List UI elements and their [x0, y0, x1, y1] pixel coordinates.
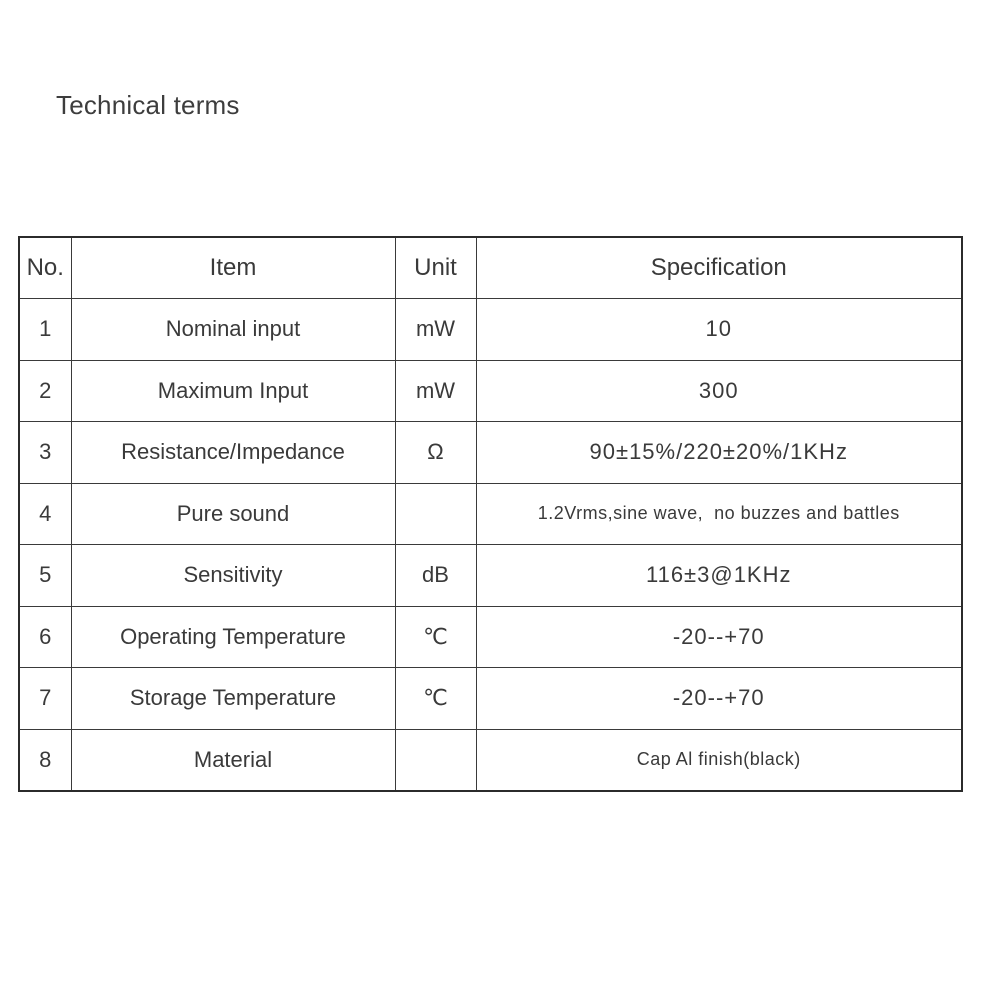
row-item: Nominal input [71, 299, 395, 361]
row-unit: mW [395, 299, 476, 361]
page-title: Technical terms [56, 90, 240, 120]
row-spec: 10 [476, 299, 962, 361]
row-no: 3 [19, 422, 71, 484]
row-spec: 90±15%/220±20%/1KHz [476, 422, 962, 484]
row-unit: ℃ [395, 668, 476, 730]
row-spec: 300 [476, 360, 962, 422]
row-item: Maximum Input [71, 360, 395, 422]
table-row [19, 668, 962, 730]
row-unit: mW [395, 360, 476, 422]
row-no: 8 [19, 729, 71, 791]
row-spec: 116±3@1KHz [476, 545, 962, 607]
table-row [19, 483, 962, 545]
table-row [19, 360, 962, 422]
row-unit: ℃ [395, 606, 476, 668]
table-row [19, 606, 962, 668]
row-no: 5 [19, 545, 71, 607]
table-header-row [19, 237, 962, 299]
row-unit [395, 483, 476, 545]
header-item: Item [71, 237, 395, 299]
header-no: No. [19, 237, 71, 299]
row-item: Material [71, 729, 395, 791]
table-row [19, 545, 962, 607]
row-no: 6 [19, 606, 71, 668]
spec-table [18, 236, 963, 792]
header-specification: Specification [476, 237, 962, 299]
table-row [19, 422, 962, 484]
row-item: Sensitivity [71, 545, 395, 607]
row-no: 4 [19, 483, 71, 545]
row-no: 2 [19, 360, 71, 422]
row-unit [395, 729, 476, 791]
row-item: Operating Temperature [71, 606, 395, 668]
row-spec: 1.2Vrms,sine wave, no buzzes and battles [476, 483, 962, 545]
row-spec: -20--+70 [476, 668, 962, 730]
row-item: Resistance/Impedance [71, 422, 395, 484]
row-no: 1 [19, 299, 71, 361]
row-no: 7 [19, 668, 71, 730]
row-spec: Cap Al finish(black) [476, 729, 962, 791]
row-spec: -20--+70 [476, 606, 962, 668]
row-item: Storage Temperature [71, 668, 395, 730]
row-unit: Ω [395, 422, 476, 484]
table-row [19, 299, 962, 361]
row-unit: dB [395, 545, 476, 607]
header-unit: Unit [395, 237, 476, 299]
table-row [19, 729, 962, 791]
row-item: Pure sound [71, 483, 395, 545]
